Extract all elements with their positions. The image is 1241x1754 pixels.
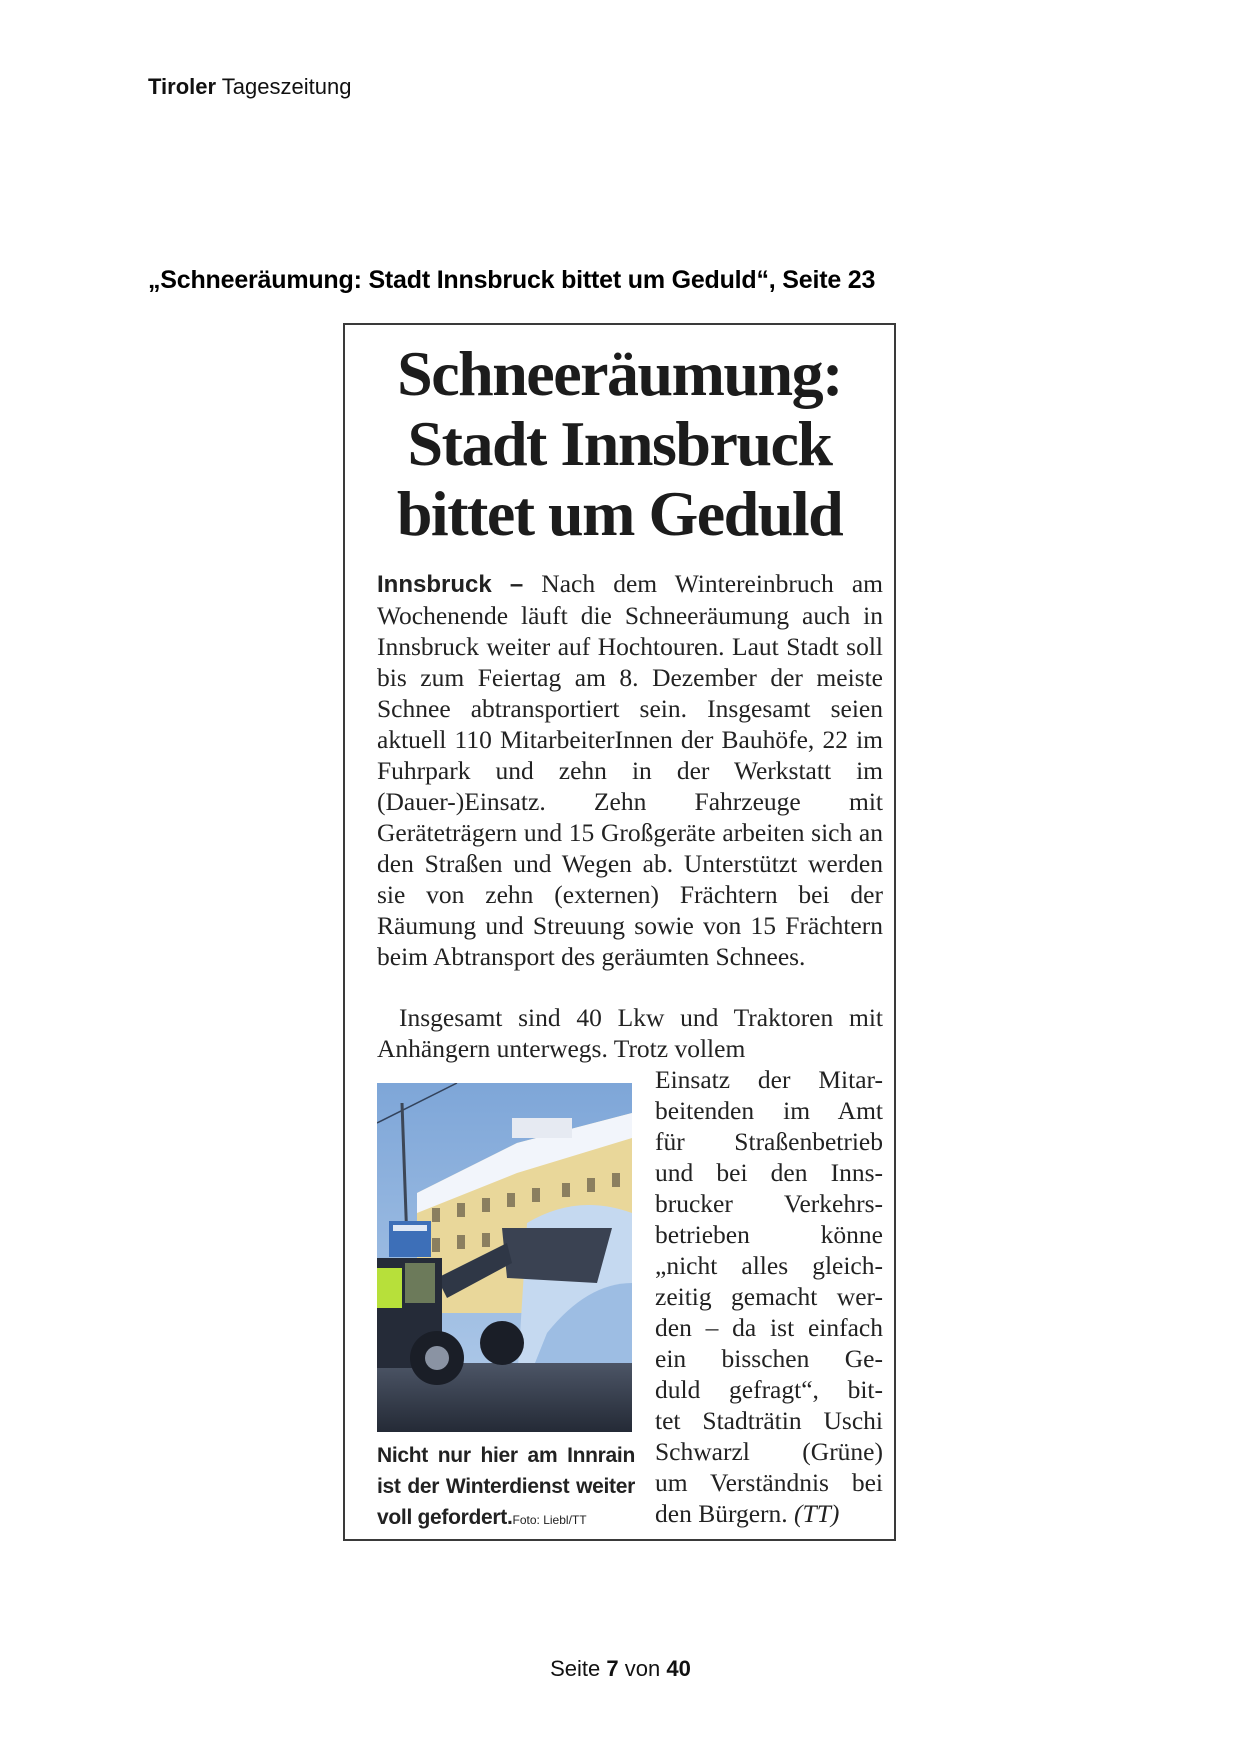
page-word: Seite (550, 1656, 601, 1681)
column-line: brucker Verkehrs- (655, 1189, 883, 1218)
column-line: Schwarzl (Grüne) (655, 1437, 883, 1466)
article-paragraph-2-start: Insgesamt sind 40 Lkw und Traktoren mit Anhängern unterwegs. Trotz vollem (377, 1003, 883, 1063)
page-total: 40 (666, 1656, 691, 1681)
page-current: 7 (606, 1656, 619, 1681)
column-line: um Verständnis bei (655, 1468, 883, 1497)
newspaper-clipping (343, 323, 896, 1541)
article-reference-title: „Schneeräumung: Stadt Innsbruck bittet um Geduld“, Seite 23 (148, 266, 876, 294)
headline-line: Schneeräumung: (397, 338, 842, 409)
column-line: den – da ist einfach (655, 1313, 883, 1342)
caption-text: Nicht nur hier am Innrain ist der Winterdienst weiter voll gefordert. (377, 1444, 635, 1529)
column-line: duld gefragt“, bit- (655, 1375, 883, 1404)
article-headline (345, 339, 894, 549)
photo-caption (377, 1440, 635, 1536)
column-line: „nicht alles gleich- (655, 1251, 883, 1280)
author-tag: (TT) (794, 1499, 840, 1528)
column-line: beitenden im Amt (655, 1096, 883, 1125)
headline-line: Stadt Innsbruck (407, 408, 832, 479)
of-word: von (624, 1656, 661, 1681)
column-line: und bei den Inns- (655, 1158, 883, 1187)
column-line: tet Stadträtin Uschi (655, 1406, 883, 1435)
snow-loader-photo (377, 1083, 632, 1432)
column-line: betrieben könne (655, 1220, 883, 1249)
dateline: Innsbruck (377, 571, 492, 598)
publication-name-regular: Tageszeitung (221, 74, 352, 99)
publication-name (148, 74, 351, 100)
column-line: zeitig gemacht wer- (655, 1282, 883, 1311)
headline-line: bittet um Geduld (396, 478, 843, 549)
column-line: für Straßenbetrieb (655, 1127, 883, 1156)
dateline-dash: – (509, 571, 524, 598)
article-paragraph-2-column (655, 1064, 883, 1529)
paragraph-text: Nach dem Wintereinbruch am Wochenende läuft die Schneeräumung auch in Innsbruck weiter auf Hochtouren. Laut Stadt soll bis zum Feiertag am 8. Dezember der meiste Schnee abtransportiert sein. Insgesamt seien aktuell 110 MitarbeiterInnen der Bauhöfe, 22 im Fuhrpark und zehn in der Werkstatt im (Dauer-)Einsatz. Zehn Fahrzeuge mit Geräteträgern und 15 Großgeräte arbeiten sich an den Straßen und Wegen ab. Unterstützt werden sie von zehn (externen) Frächtern bei der Räumung und Streuung sowie von 15 Frächtern beim Abtransport des geräumten Schnees. (377, 569, 883, 971)
column-line: ein bisschen Ge- (655, 1344, 883, 1373)
article-photo (377, 1083, 632, 1432)
article-paragraph-1 (377, 568, 883, 972)
photo-credit: Foto: Liebl/TT (512, 1513, 587, 1527)
column-line: Einsatz der Mitar- (655, 1065, 883, 1094)
page-footer (0, 1656, 1241, 1682)
last-line-text: den Bürgern. (655, 1499, 788, 1528)
column-last-line (655, 1498, 883, 1529)
publication-name-bold: Tiroler (148, 74, 217, 99)
